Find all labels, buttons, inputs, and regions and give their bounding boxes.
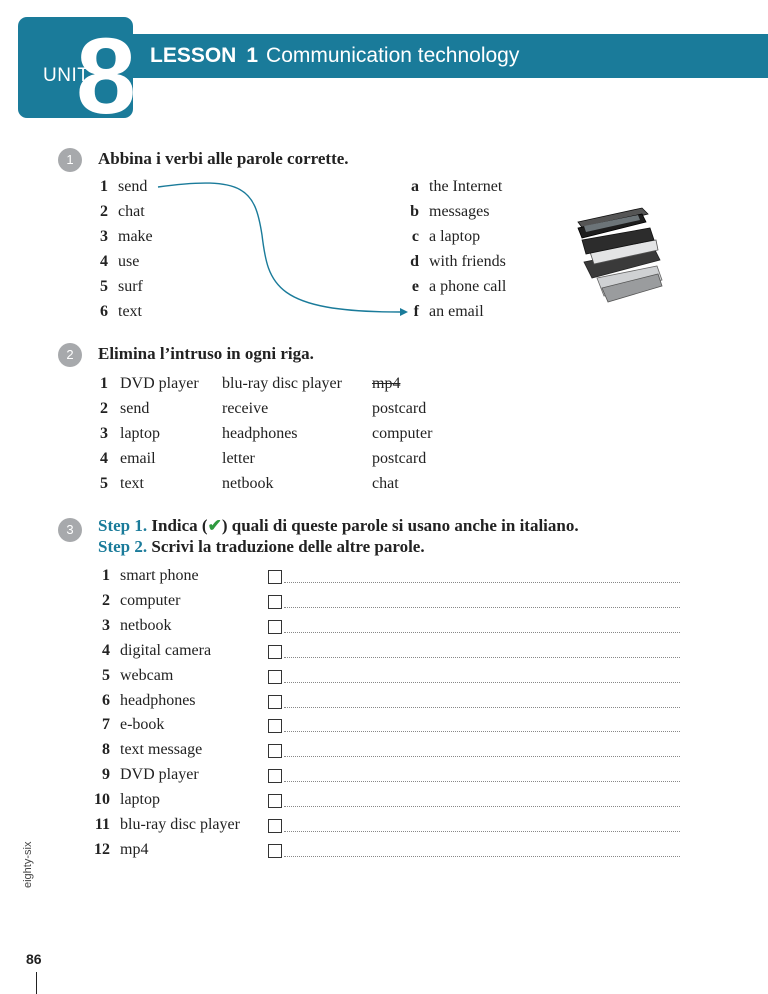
word-col3: mp4 — [372, 375, 401, 392]
verb-text: surf — [118, 278, 143, 295]
item-word: e-book — [120, 716, 165, 734]
word-col3: computer — [372, 425, 433, 442]
item-word: netbook — [120, 616, 172, 634]
item-number: 5 — [102, 666, 110, 684]
item-word: webcam — [120, 666, 174, 684]
answer-checkbox[interactable] — [268, 570, 282, 584]
item-letter: d — [410, 253, 419, 270]
item-word: digital camera — [120, 641, 212, 659]
exercise-2-number: 2 — [58, 343, 82, 367]
item-word: computer — [120, 591, 181, 609]
exercise-3-step2: Step 2. Scrivi la traduzione delle altre parole. — [98, 537, 425, 556]
item-letter: f — [413, 303, 419, 320]
translation-line[interactable] — [284, 781, 680, 782]
verb-text: text — [118, 303, 142, 320]
footer-rule — [36, 972, 37, 994]
word-col1: DVD player — [120, 375, 199, 392]
item-number: 1 — [100, 178, 108, 195]
word-col3: postcard — [372, 450, 427, 467]
item-number: 3 — [102, 616, 110, 634]
answer-checkbox[interactable] — [268, 595, 282, 609]
word-col2: headphones — [222, 425, 298, 442]
word-col1: laptop — [120, 425, 160, 442]
item-word: mp4 — [120, 840, 149, 858]
item-number: 4 — [100, 253, 108, 270]
verb-text: chat — [118, 203, 145, 220]
checkmark-icon: ✔ — [207, 516, 222, 535]
page-number-word: eighty-six — [22, 841, 34, 888]
item-number: 6 — [100, 303, 108, 320]
item-letter: a — [411, 178, 419, 195]
phrase-text: with friends — [429, 253, 506, 270]
unit-label: UNIT — [43, 65, 90, 86]
item-number: 9 — [102, 766, 110, 784]
phrase-text: a laptop — [429, 228, 481, 245]
translation-line[interactable] — [284, 657, 680, 658]
translation-line[interactable] — [284, 806, 680, 807]
item-word: text message — [120, 741, 203, 759]
translation-line[interactable] — [284, 731, 680, 732]
word-col3: postcard — [372, 400, 427, 417]
verb-text: use — [118, 253, 140, 270]
verb-text: make — [118, 228, 153, 245]
item-word: headphones — [120, 691, 196, 709]
exercise-1-number: 1 — [58, 148, 82, 172]
word-col3: chat — [372, 475, 399, 492]
answer-checkbox[interactable] — [268, 670, 282, 684]
word-col1: text — [120, 475, 144, 492]
phrase-text: the Internet — [429, 178, 503, 195]
word-col2: receive — [222, 400, 269, 417]
row-number: 3 — [100, 425, 108, 442]
item-number: 7 — [102, 716, 110, 734]
row-number: 5 — [100, 475, 108, 492]
item-number: 3 — [100, 228, 108, 245]
item-number: 5 — [100, 278, 108, 295]
item-letter: c — [411, 228, 419, 245]
answer-checkbox[interactable] — [268, 794, 282, 808]
item-number: 2 — [100, 203, 108, 220]
item-number: 12 — [94, 840, 110, 858]
item-letter: b — [410, 203, 419, 220]
item-number: 8 — [102, 741, 110, 759]
lesson-title: LESSON 1 Communication technology — [150, 44, 520, 67]
translation-line[interactable] — [284, 831, 680, 832]
phrase-text: an email — [429, 303, 484, 320]
translation-line[interactable] — [284, 582, 680, 583]
word-col1: send — [120, 400, 150, 417]
item-letter: e — [411, 278, 419, 295]
exercise-3-number: 3 — [58, 518, 82, 542]
answer-checkbox[interactable] — [268, 620, 282, 634]
item-word: DVD player — [120, 766, 199, 784]
word-col2: letter — [222, 450, 255, 467]
unit-number: 8 — [76, 15, 137, 136]
translation-line[interactable] — [284, 607, 680, 608]
item-number: 1 — [102, 567, 110, 584]
page-number: 86 — [26, 951, 42, 967]
exercise-2-title: Elimina l’intruso in ogni riga. — [98, 344, 314, 363]
exercise-1-title: Abbina i verbi alle parole corrette. — [98, 149, 349, 168]
item-word: smart phone — [120, 567, 199, 584]
answer-checkbox[interactable] — [268, 769, 282, 783]
verb-text: send — [118, 178, 148, 195]
answer-checkbox[interactable] — [268, 819, 282, 833]
translation-line[interactable] — [284, 707, 680, 708]
answer-checkbox[interactable] — [268, 645, 282, 659]
item-number: 11 — [94, 816, 110, 833]
phrase-text: a phone call — [429, 278, 507, 295]
row-number: 2 — [100, 400, 108, 417]
item-number: 4 — [102, 641, 110, 659]
word-col2: netbook — [222, 475, 274, 492]
translation-line[interactable] — [284, 682, 680, 683]
phones-stack-image — [562, 200, 672, 310]
translation-line[interactable] — [284, 756, 680, 757]
item-number: 2 — [102, 591, 110, 609]
item-word: blu-ray disc player — [120, 816, 240, 833]
answer-checkbox[interactable] — [268, 719, 282, 733]
word-col1: email — [120, 450, 156, 467]
answer-checkbox[interactable] — [268, 695, 282, 709]
item-number: 10 — [94, 791, 110, 809]
phrase-text: messages — [429, 203, 490, 220]
answer-checkbox[interactable] — [268, 844, 282, 858]
translation-line[interactable] — [284, 632, 680, 633]
translation-line[interactable] — [284, 856, 680, 857]
item-word: laptop — [120, 791, 160, 809]
word-col2: blu-ray disc player — [222, 375, 342, 392]
row-number: 1 — [100, 375, 108, 392]
item-number: 6 — [102, 691, 110, 709]
exercise-3-step1: Step 1. Indica (✔) quali di queste parole si usano anche in italiano. — [98, 516, 579, 535]
row-number: 4 — [100, 450, 108, 467]
answer-checkbox[interactable] — [268, 744, 282, 758]
